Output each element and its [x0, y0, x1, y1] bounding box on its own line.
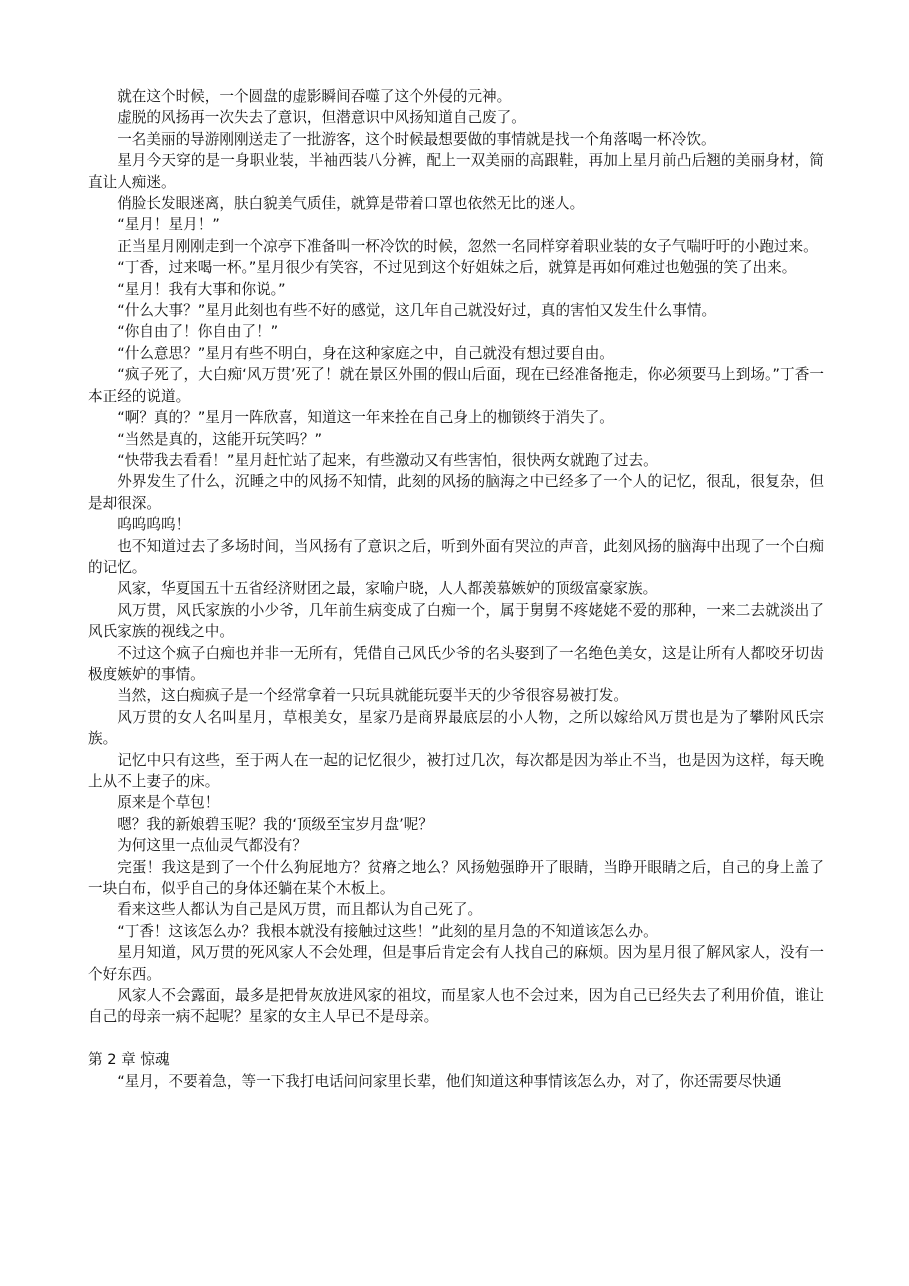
paragraph: 风万贯的女人名叫星月，草根美女，星家乃是商界最底层的小人物，之所以嫁给风万贯也是为了攀附风氏宗族。 [88, 708, 824, 748]
section-gap [88, 1028, 824, 1049]
paragraph: 看来这些人都认为自己是风万贯，而且都认为自己死了。 [117, 901, 483, 919]
paragraph: 也不知道过去了多场时间，当风扬有了意识之后，听到外面有哭泣的声音，此刻风扬的脑海中出现了一个白痴的记忆。 [88, 537, 824, 576]
paragraph: “快带我去看看！”星月赶忙站了起来，有些激动又有些害怕，很快两女就跑了过去。 [117, 451, 658, 469]
paragraph: 虚脱的风扬再一次失去了意识，但潜意识中风扬知道自己废了。 [117, 109, 526, 127]
paragraph: “丁香，过来喝一杯。”星月很少有笑容，不过见到这个好姐妹之后，就算是再如何难过也勉强的笑了出来。 [117, 259, 797, 277]
paragraph: 一名美丽的导游刚刚送走了一批游客，这个时候最想要做的事情就是找一个角落喝一杯冷饮。 [117, 130, 716, 148]
paragraph: “当然是真的，这能开玩笑吗？” [117, 430, 323, 448]
document-page [88, 86, 824, 1092]
paragraph: 风万贯，风氏家族的小少爷，几年前生病变成了白痴一个，属于舅舅不疼姥姥不爱的那种，一来二去就淡出了风氏家族的视线之中。 [88, 601, 824, 641]
paragraph: 嗯？我的新娘碧玉呢？我的‘顶级至宝岁月盘’呢？ [117, 815, 433, 833]
paragraph: 原来是个草包！ [117, 794, 220, 812]
paragraph: “丁香！这该怎么办？我根本就没有接触过这些！”此刻的星月急的不知道该怎么办。 [117, 922, 658, 940]
paragraph: 星月今天穿的是一身职业装，半袖西装八分裤，配上一双美丽的高跟鞋，再加上星月前凸后翘的美丽身材，简直让人痴迷。 [88, 152, 824, 191]
chapter-title: 第 2 章 惊魂 [88, 1051, 170, 1069]
paragraph: 呜呜呜呜！ [117, 516, 191, 534]
paragraph: “你自由了！你自由了！” [117, 323, 279, 341]
paragraph: 当然，这白痴疯子是一个经常拿着一只玩具就能玩耍半天的少爷很容易被打发。 [117, 687, 628, 705]
paragraph: 俏脸长发眼迷离，肤白貌美气质佳，就算是带着口罩也依然无比的迷人。 [117, 195, 585, 213]
paragraph: “星月！星月！” [117, 216, 220, 234]
paragraph: 外界发生了什么，沉睡之中的风扬不知情，此刻的风扬的脑海之中已经多了一个人的记忆，很乱，很复杂，但是却很深。 [88, 473, 824, 512]
paragraph: “什么意思？”星月有些不明白，身在这种家庭之中，自己就没有想过要自由。 [117, 344, 614, 362]
paragraph: “疯子死了，大白痴‘风万贯’死了！就在景区外围的假山后面，现在已经准备拖走，你必须要马上到场。”丁香一本正经的说道。 [88, 366, 824, 405]
paragraph: 记忆中只有这些，至于两人在一起的记忆很少，被打过几次，每次都是因为举止不当，也是因为这样，每天晚上从不上妻子的床。 [88, 751, 824, 790]
paragraph: 星月知道，风万贯的死风家人不会处理，但是事后肯定会有人找自己的麻烦。因为星月很了解风家人，没有一个好东西。 [88, 944, 824, 983]
paragraph: 风家，华夏国五十五省经济财团之最，家喻户晓，人人都羡慕嫉妒的顶级富豪家族。 [117, 580, 658, 598]
paragraph: 正当星月刚刚走到一个凉亭下准备叫一杯冷饮的时候，忽然一名同样穿着职业装的女子气喘吁吁的小跑过来。 [117, 237, 818, 255]
paragraph: 为何这里一点仙灵气都没有？ [117, 837, 307, 855]
paragraph: “什么大事？”星月此刻也有些不好的感觉，这几年自己就没好过，真的害怕又发生什么事情。 [117, 302, 717, 320]
paragraph: 完蛋！我这是到了一个什么狗屁地方？贫瘠之地么？风扬勉强睁开了眼睛，当睁开眼睛之后，自己的身上盖了一块白布，似乎自己的身体还躺在某个木板上。 [88, 858, 824, 898]
paragraph: “星月！我有大事和你说。” [117, 280, 286, 298]
paragraph: “星月，不要着急，等一下我打电话问问家里长辈，他们知道这种事情该怎么办，对了，你还需要尽快通 [117, 1072, 782, 1090]
paragraph: “啊？真的？”星月一阵欣喜，知道这一年来拴在自己身上的枷锁终于消失了。 [117, 409, 614, 427]
chapter-paragraph-list [88, 1071, 824, 1092]
paragraph: 风家人不会露面，最多是把骨灰放进风家的祖坟，而星家人也不会过来，因为自己已经失去了利用价值，谁让自己的母亲一病不起呢？星家的女主人早已不是母亲。 [88, 987, 824, 1026]
paragraph: 就在这个时候，一个圆盘的虚影瞬间吞噬了这个外侵的元神。 [117, 88, 512, 105]
paragraph-list [88, 86, 824, 1028]
paragraph: 不过这个疯子白痴也并非一无所有，凭借自己风氏少爷的名头娶到了一名绝色美女，这是让所有人都咬牙切齿极度嫉妒的事情。 [88, 644, 824, 683]
